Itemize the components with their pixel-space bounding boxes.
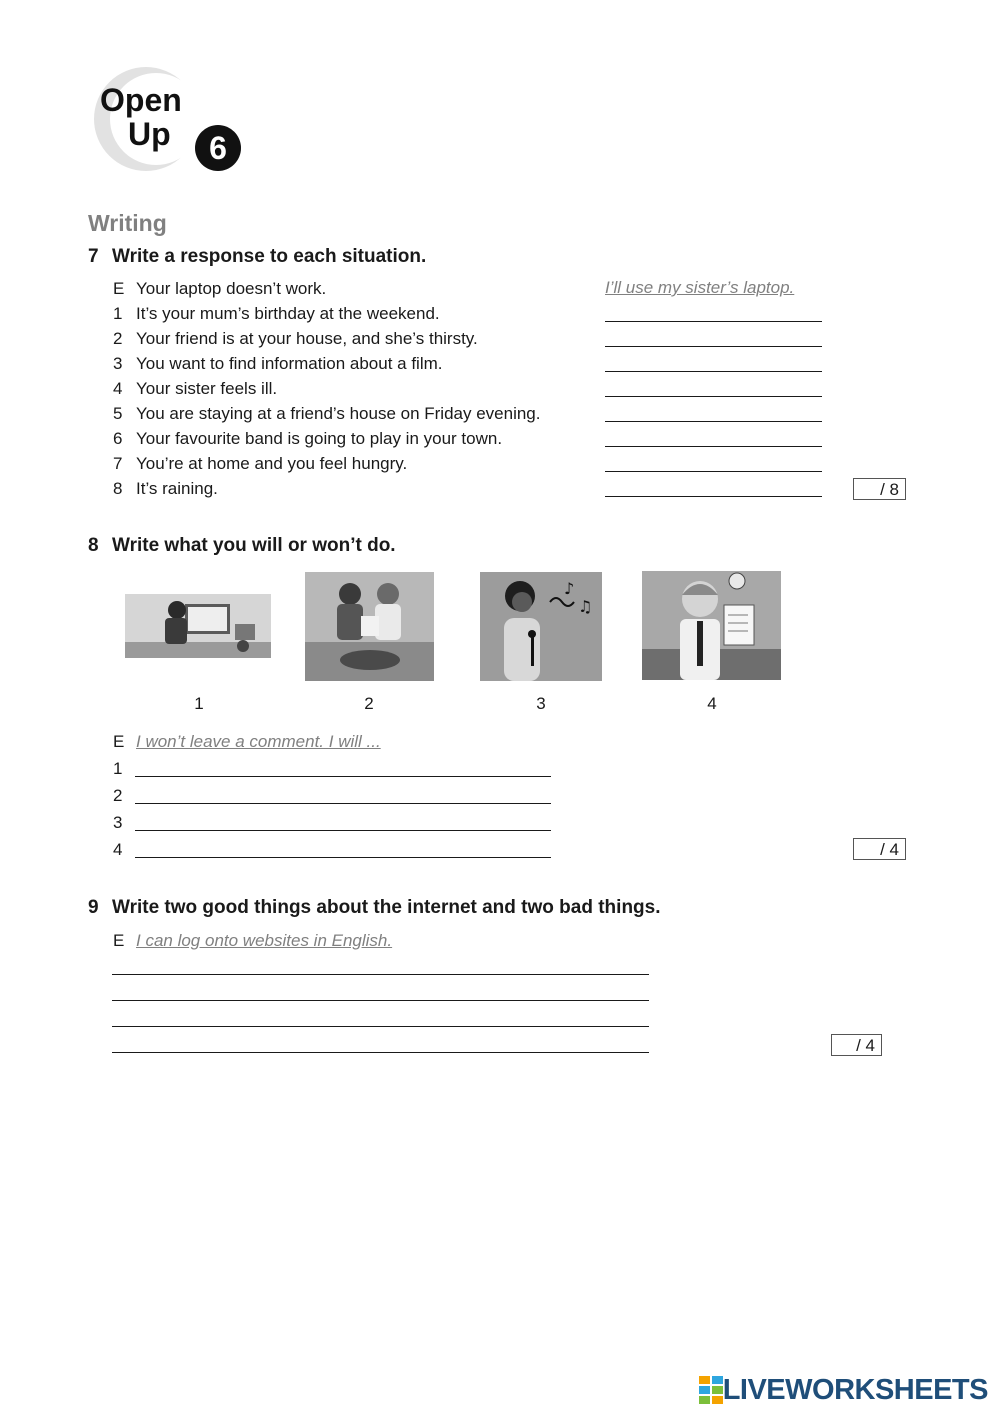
picture-computer-user: [125, 594, 271, 658]
item-label: E: [113, 931, 125, 950]
section-title: Writing: [88, 210, 167, 236]
item-text: It’s raining.: [136, 479, 218, 498]
picture-singer: [480, 572, 602, 681]
picture-label-3: 3: [536, 694, 546, 713]
exercise-instruction: Write what you will or won’t do.: [112, 535, 396, 556]
logo-text-open: Open: [100, 82, 182, 118]
list-item: [113, 326, 593, 351]
item-label: 5: [113, 404, 123, 423]
picture-student-test: [642, 571, 781, 680]
list-item: [113, 401, 593, 426]
example-answer: I’ll use my sister’s laptop.: [605, 278, 795, 297]
logo-text-up: Up: [128, 116, 171, 152]
item-label: 6: [113, 429, 123, 448]
answer-line-5[interactable]: [605, 421, 822, 422]
item-text: It’s your mum’s birthday at the weekend.: [136, 304, 440, 323]
list-item: [113, 301, 593, 326]
answer-line-1[interactable]: [112, 974, 649, 975]
logo-level-number: 6: [209, 130, 227, 166]
exercise-instruction: Write a response to each situation.: [112, 246, 427, 267]
answer-line-4[interactable]: [135, 857, 551, 858]
score-box: / 4: [831, 1034, 882, 1056]
item-label: E: [113, 279, 125, 298]
answer-line-1[interactable]: [135, 776, 551, 777]
item-label: 4: [113, 379, 123, 398]
liveworksheets-text: LIVEWORKSHEETS: [722, 1373, 988, 1406]
answer-line-2[interactable]: [605, 346, 822, 347]
list-item: [113, 476, 593, 501]
answer-line-2[interactable]: [135, 803, 551, 804]
example-answer: I won’t leave a comment. I will ...: [136, 732, 381, 751]
answer-line-3[interactable]: [135, 830, 551, 831]
open-up-logo: [88, 66, 248, 176]
liveworksheets-icon: [699, 1376, 723, 1404]
exercise-number: 8: [88, 535, 99, 556]
answer-line-7[interactable]: [605, 471, 822, 472]
picture-kids-planting: [305, 572, 434, 681]
answer-line-1[interactable]: [605, 321, 822, 322]
list-item: [113, 351, 593, 376]
exercise-9-example: [113, 928, 392, 953]
item-text: You are staying at a friend’s house on Friday evening.: [136, 404, 541, 423]
score-box: / 4: [853, 838, 906, 860]
answer-line-4[interactable]: [112, 1052, 649, 1053]
exercise-9-heading: [88, 897, 661, 919]
item-text: You’re at home and you feel hungry.: [136, 454, 408, 473]
exercise-8-line-label-4: 4: [113, 840, 123, 859]
example-answer: I can log onto websites in English.: [136, 931, 393, 950]
liveworksheets-logo: [699, 1372, 988, 1408]
exercise-8-line-label-1: 1: [113, 759, 123, 778]
exercise-instruction: Write two good things about the internet and two bad things.: [112, 897, 661, 918]
exercise-8-heading: [88, 535, 396, 557]
score-box: / 8: [853, 478, 906, 500]
picture-label-4: 4: [707, 694, 717, 713]
answer-line-4[interactable]: [605, 396, 822, 397]
item-label: 8: [113, 479, 123, 498]
item-label: 7: [113, 454, 123, 473]
item-label: 2: [113, 329, 123, 348]
exercise-8-example: [113, 729, 381, 754]
answer-line-2[interactable]: [112, 1000, 649, 1001]
list-item: [113, 426, 593, 451]
exercise-number: 7: [88, 246, 99, 267]
item-label: 3: [113, 354, 123, 373]
item-text: You want to find information about a film.: [136, 354, 443, 373]
item-text: Your sister feels ill.: [136, 379, 278, 398]
answer-line-3[interactable]: [112, 1026, 649, 1027]
exercise-number: 9: [88, 897, 99, 918]
svg-text:♫: ♫: [578, 597, 593, 616]
exercise-7-heading: [88, 246, 426, 268]
list-item: [113, 451, 593, 476]
exercise-8-line-label-2: 2: [113, 786, 123, 805]
picture-label-2: 2: [364, 694, 374, 713]
item-text: Your favourite band is going to play in your town.: [136, 429, 503, 448]
item-label: E: [113, 732, 125, 751]
answer-line-3[interactable]: [605, 371, 822, 372]
list-item: [113, 376, 593, 401]
item-label: 1: [113, 304, 123, 323]
item-text: Your laptop doesn’t work.: [136, 279, 327, 298]
item-text: Your friend is at your house, and she’s thirsty.: [136, 329, 478, 348]
answer-line-8[interactable]: [605, 496, 822, 497]
list-item: [113, 276, 593, 301]
answer-line-6[interactable]: [605, 446, 822, 447]
svg-text:♪: ♪: [564, 579, 575, 598]
exercise-7-items: [113, 276, 593, 501]
exercise-8-line-label-3: 3: [113, 813, 123, 832]
picture-label-1: 1: [194, 694, 204, 713]
